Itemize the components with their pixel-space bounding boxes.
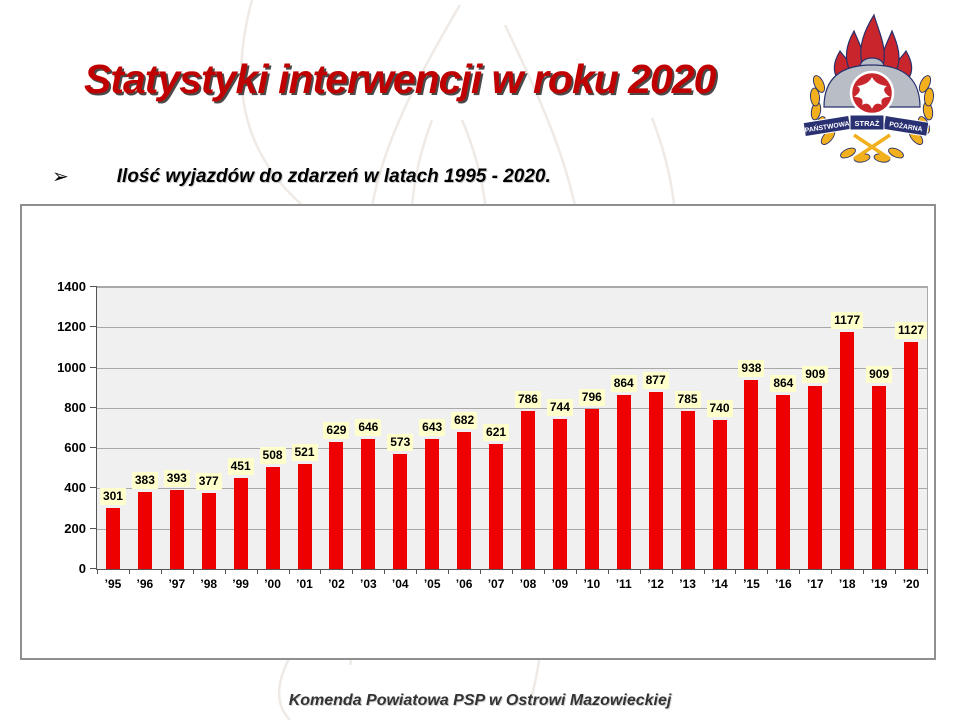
gridline (97, 327, 927, 328)
bar-value-label: 629 (323, 422, 349, 439)
bar-value-label: 877 (643, 372, 669, 389)
bar-value-label: 393 (164, 470, 190, 487)
gridline (97, 529, 927, 530)
x-tick-mark (480, 569, 481, 574)
bar (361, 439, 375, 569)
banner-word-1: PAŃSTWOWA (804, 120, 851, 135)
x-tick-mark (608, 569, 609, 574)
x-tick-label: ’08 (519, 577, 537, 591)
psp-logo (802, 8, 942, 168)
bar (872, 386, 886, 569)
x-tick-mark (704, 569, 705, 574)
gridline (97, 408, 927, 409)
x-tick-label: ’06 (455, 577, 473, 591)
x-tick-label: ’04 (391, 577, 409, 591)
bar-value-label: 786 (515, 391, 541, 408)
bar-value-label: 451 (228, 458, 254, 475)
x-tick-label: ’16 (775, 577, 792, 591)
bar (808, 386, 822, 569)
bar (266, 467, 280, 569)
bar (202, 493, 216, 569)
y-tick-label: 1000 (57, 359, 86, 375)
y-tick-label: 1200 (57, 319, 86, 335)
x-tick-mark (576, 569, 577, 574)
bar (393, 454, 407, 569)
x-tick-mark (161, 569, 162, 574)
bar-value-label: 646 (355, 419, 381, 436)
bar-value-label: 744 (547, 399, 573, 416)
x-tick-label: ’09 (551, 577, 569, 591)
x-tick-mark (672, 569, 673, 574)
bullet-text: Ilość wyjazdów do zdarzeń w latach 1995 - 2020. (116, 166, 551, 187)
x-tick-label: ’95 (104, 577, 122, 591)
bar-value-label: 383 (132, 472, 158, 489)
x-tick-mark (289, 569, 290, 574)
bar-value-label: 521 (291, 444, 317, 461)
x-tick-label: ’17 (806, 577, 824, 591)
y-tick-label: 800 (64, 399, 86, 415)
x-tick-label: ’14 (711, 577, 728, 591)
x-tick-label: ’01 (296, 577, 313, 591)
bar-value-label: 621 (483, 424, 509, 441)
x-tick-label: ’18 (838, 577, 856, 591)
y-tick-label: 200 (64, 520, 86, 536)
page-title: Statystyki interwencji w roku 2020 (84, 56, 716, 102)
x-tick-mark (895, 569, 896, 574)
y-tick-mark (90, 528, 96, 529)
bar (553, 419, 567, 569)
x-tick-label: ’03 (360, 577, 377, 591)
bar (840, 332, 854, 569)
bar (713, 420, 727, 569)
bar-value-label: 909 (802, 366, 828, 383)
y-tick-label: 1400 (57, 279, 86, 294)
bar-value-label: 643 (419, 419, 445, 436)
bar-value-label: 682 (451, 412, 477, 429)
x-tick-mark (831, 569, 832, 574)
x-tick-mark (544, 569, 545, 574)
x-tick-mark (735, 569, 736, 574)
x-tick-mark (416, 569, 417, 574)
y-tick-label: 600 (64, 440, 86, 456)
x-tick-mark (448, 569, 449, 574)
x-tick-label: ’12 (647, 577, 664, 591)
x-tick-label: ’10 (583, 577, 601, 591)
y-tick-mark (90, 487, 96, 488)
bar-value-label: 796 (579, 389, 605, 406)
y-tick-mark (90, 326, 96, 327)
bar (489, 444, 503, 569)
y-tick-mark (90, 568, 96, 569)
chart (20, 204, 936, 660)
bar-value-label: 864 (770, 375, 796, 392)
bar-value-label: 1127 (895, 322, 927, 339)
x-tick-label: ’15 (743, 577, 760, 591)
y-tick-mark (90, 447, 96, 448)
bar (234, 478, 248, 569)
banner-word-3: POŻARNA (888, 121, 923, 134)
bar (617, 395, 631, 569)
x-tick-label: ’07 (487, 577, 505, 591)
bar (585, 409, 599, 569)
x-tick-mark (512, 569, 513, 574)
footer-text: Komenda Powiatowa PSP w Ostrowi Mazowieckiej (288, 692, 672, 709)
bar (904, 342, 918, 569)
bar (298, 464, 312, 569)
bar-value-label: 573 (387, 434, 413, 451)
x-tick-mark (640, 569, 641, 574)
x-tick-mark (97, 569, 98, 574)
x-tick-mark (767, 569, 768, 574)
bar (170, 490, 184, 569)
bar (744, 380, 758, 569)
bar (521, 411, 535, 569)
y-tick-label: 400 (64, 480, 86, 496)
x-tick-label: ’99 (232, 577, 249, 591)
x-tick-mark (225, 569, 226, 574)
x-tick-mark (320, 569, 321, 574)
bar (138, 492, 152, 569)
x-tick-label: ’13 (679, 577, 696, 591)
bar-value-label: 938 (738, 360, 764, 377)
bullet-row (52, 166, 551, 188)
bar-value-label: 864 (611, 375, 637, 392)
torches-icon (854, 135, 890, 159)
bar-value-label: 740 (706, 400, 732, 417)
x-tick-label: ’96 (136, 577, 154, 591)
bar-value-label: 785 (675, 391, 701, 408)
bar (457, 432, 471, 569)
x-tick-label: ’20 (902, 577, 920, 591)
bar (329, 442, 343, 569)
eagle-icon (851, 72, 893, 114)
bar (425, 439, 439, 569)
bar (106, 508, 120, 569)
y-axis-line (96, 286, 97, 570)
x-tick-mark (129, 569, 130, 574)
gridline (97, 287, 927, 288)
x-tick-mark (863, 569, 864, 574)
y-tick-mark (90, 407, 96, 408)
bar-value-label: 508 (260, 447, 286, 464)
y-tick-label: 0 (78, 561, 86, 576)
bar-value-label: 1177 (831, 312, 863, 329)
x-tick-label: ’11 (615, 577, 632, 591)
plot-area (57, 279, 928, 591)
x-tick-mark (384, 569, 385, 574)
x-tick-mark (193, 569, 194, 574)
x-tick-mark (927, 569, 928, 574)
bar (776, 395, 790, 569)
gridline (97, 448, 927, 449)
x-tick-label: ’19 (870, 577, 888, 591)
x-tick-mark (352, 569, 353, 574)
x-tick-label: ’97 (168, 577, 186, 591)
bar (649, 392, 663, 569)
x-tick-label: ’98 (200, 577, 218, 591)
x-tick-label: ’05 (423, 577, 441, 591)
y-tick-mark (90, 367, 96, 368)
x-tick-label: ’02 (328, 577, 345, 591)
bar (681, 411, 695, 569)
bullet-arrow-icon: ➢ (52, 166, 69, 188)
bar-value-label: 301 (100, 488, 126, 505)
x-tick-mark (257, 569, 258, 574)
x-tick-label: ’00 (264, 577, 281, 591)
banner-word-2: STRAŻ (854, 119, 880, 128)
bar-value-label: 377 (196, 473, 222, 490)
x-tick-mark (799, 569, 800, 574)
y-tick-mark (90, 286, 96, 287)
bar-value-label: 909 (866, 366, 892, 383)
